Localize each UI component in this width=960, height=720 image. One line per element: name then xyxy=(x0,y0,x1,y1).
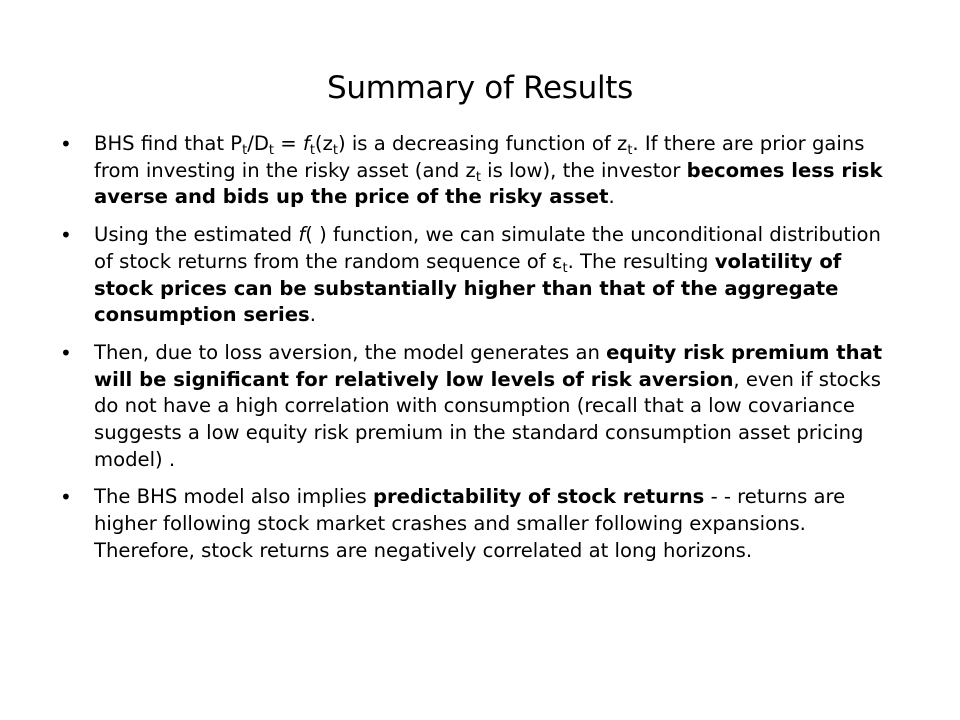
bullet-text xyxy=(94,223,881,326)
bullet-subscript: t xyxy=(332,143,338,158)
bullet-run: , even if stocks do not have a high correlation with consumption (recall that a low covariance suggests a low equity risk premium in the standard consumption asset pricing model) . xyxy=(94,367,881,471)
bullet-run: is low), the investor xyxy=(480,158,687,182)
bullet-text xyxy=(94,132,882,208)
bullet-run: ) is a decreasing function of z xyxy=(337,132,628,155)
bullet-italic: f xyxy=(298,223,306,247)
bullet-item xyxy=(56,340,904,474)
bullet-dot-icon: • xyxy=(60,132,72,156)
bullet-item xyxy=(56,131,904,211)
bullet-dot-icon: • xyxy=(60,223,72,248)
bullet-subscript: t xyxy=(242,143,248,158)
bullet-run: Using the estimated xyxy=(94,223,299,247)
bullet-run: Then, due to loss aversion, the model generates an xyxy=(94,340,607,364)
bullet-run: - - returns are higher following stock market crashes and smaller following expansions. Therefore, stock returns are negatively correlated at long horizons. xyxy=(94,485,846,562)
bullet-item xyxy=(56,222,904,329)
slide-title: Summary of Results xyxy=(327,70,633,106)
bullet-subscript: t xyxy=(268,143,275,158)
bullet-subscript: t xyxy=(475,169,481,185)
bullet-italic: f xyxy=(302,132,310,155)
bullet-dot-icon: • xyxy=(60,485,72,510)
bullet-run: (z xyxy=(314,132,333,155)
bullet-emphasis: predictability of stock returns xyxy=(372,485,705,509)
bullet-dot-icon: • xyxy=(60,340,72,365)
bullet-run: . xyxy=(309,303,316,327)
bullet-emphasis: volatility of stock prices can be substantially higher than that of the aggregate consumption series xyxy=(94,249,842,327)
bullet-run: . The resulting xyxy=(567,249,715,273)
bullet-run: . xyxy=(608,185,615,209)
bullet-run: = xyxy=(274,132,303,155)
bullet-subscript: t xyxy=(309,143,315,158)
bullet-text xyxy=(94,485,845,561)
bullet-run: ( ) function, we can simulate the unconditional distribution of stock returns from the random sequence of ε xyxy=(94,223,881,273)
bullet-run: . If there are prior gains from investing in the risky asset (and z xyxy=(94,132,865,182)
bullet-item xyxy=(56,484,904,564)
bullet-list xyxy=(56,131,904,576)
bullet-subscript: t xyxy=(627,143,633,158)
bullet-emphasis: equity risk premium that will be significant for relatively low levels of risk aversion xyxy=(94,340,883,391)
bullet-run: The BHS model also implies xyxy=(94,485,373,509)
bullet-run: BHS find that P xyxy=(94,132,243,155)
bullet-text xyxy=(94,341,882,471)
bullet-run: /D xyxy=(247,132,269,155)
bullet-emphasis: becomes less risk averse and bids up the price of the risky asset xyxy=(94,158,883,209)
bullet-subscript: t xyxy=(562,260,568,276)
